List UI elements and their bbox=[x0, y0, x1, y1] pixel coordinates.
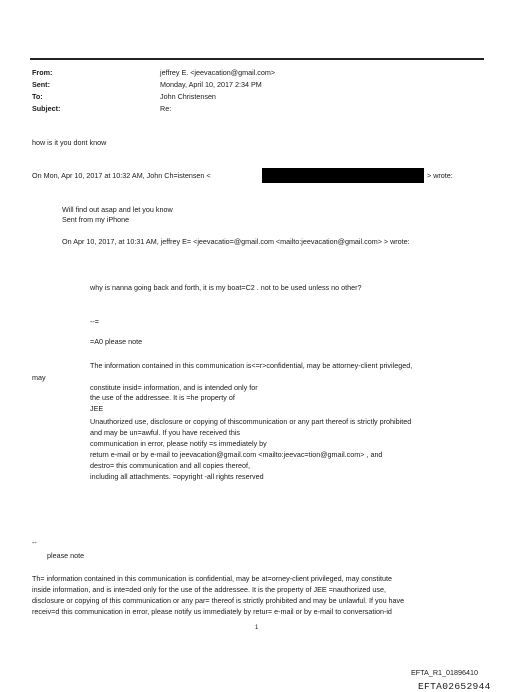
reply-line-2: Sent from my iPhone bbox=[62, 215, 130, 224]
final-line: Th= information contained in this communication is confidential, may be at=orney-client privileged, may constitute bbox=[32, 574, 392, 583]
to-label: To: bbox=[32, 92, 43, 101]
a0-please-note: =A0 please note bbox=[90, 337, 143, 346]
message-line: how is it you dont know bbox=[32, 138, 107, 147]
please-note: please note bbox=[47, 551, 85, 560]
document-id-small: EFTA_R1_01896410 bbox=[411, 668, 478, 678]
disclaimer-line: return e-mail or by e-mail to jeevacation@gmail.com <mailto:jeevac=tion@gmail.com> , and bbox=[90, 450, 383, 459]
final-line: receiv=d this communication in error, please notify us immediately by retur= e-mail or by e-mail to conversation-id bbox=[32, 607, 392, 616]
document-id-large: EFTA02652944 bbox=[418, 680, 491, 692]
disclaimer-line: constitute insid= information, and is intended only for bbox=[90, 383, 258, 392]
disclaimer-line: destro= this communication and all copies thereof, bbox=[90, 461, 251, 470]
disclaimer-line: the use of the addressee. It is =he property of bbox=[90, 393, 235, 402]
quote-header-1: On Mon, Apr 10, 2017 at 10:32 AM, John Ch=istensen < bbox=[32, 171, 211, 180]
sent-label: Sent: bbox=[32, 80, 50, 89]
quote-header-1-suffix: > wrote: bbox=[427, 171, 453, 180]
page-number: 1 bbox=[255, 625, 259, 631]
separator-text: --= bbox=[90, 317, 99, 326]
subject-value: Re: bbox=[160, 104, 172, 113]
disclaimer-line: including all attachments. =opyright -all rights reserved bbox=[90, 472, 264, 481]
to-value: John Christensen bbox=[160, 92, 216, 101]
sent-value: Monday, April 10, 2017 2:34 PM bbox=[160, 80, 262, 89]
disclaimer-line: Unauthorized use, disclosure or copying of thiscommunication or any part thereof is strictly prohibited bbox=[90, 417, 412, 426]
info-line: The information contained in this communication is<=r>confidential, may be attorney-client privileged, bbox=[90, 361, 413, 370]
final-line: inside information, and is inte=ded only for the use of the addressee. It is the property of JEE =nauthorized use, bbox=[32, 585, 386, 594]
redaction-box bbox=[262, 168, 424, 183]
subject-label: Subject: bbox=[32, 104, 61, 113]
final-line: disclosure or copying of this communication or any par= thereof is strictly prohibited and may be unlawful. If you have bbox=[32, 596, 405, 605]
question-line: why is nanna going back and forth, it is my boat=C2 . not to be used unless no other? bbox=[90, 283, 362, 292]
from-value: jeffrey E. <jeevacation@gmail.com> bbox=[160, 68, 276, 77]
header-rule bbox=[30, 58, 484, 60]
dashes: -- bbox=[32, 538, 37, 547]
disclaimer-line: communication in error, please notify =s immediately by bbox=[90, 439, 267, 448]
may-text: may bbox=[32, 373, 46, 382]
disclaimer-line: and may be un=awful. If you have received this bbox=[90, 428, 241, 437]
reply-line-1: Will find out asap and let you know bbox=[62, 205, 173, 214]
quote-header-2: On Apr 10, 2017, at 10:31 AM, jeffrey E= <jeevacatio=@gmail.com <mailto:jeevacation@gmail.com> > wrote: bbox=[62, 237, 410, 246]
disclaimer-line: JEE bbox=[90, 404, 104, 413]
from-label: From: bbox=[32, 68, 53, 77]
